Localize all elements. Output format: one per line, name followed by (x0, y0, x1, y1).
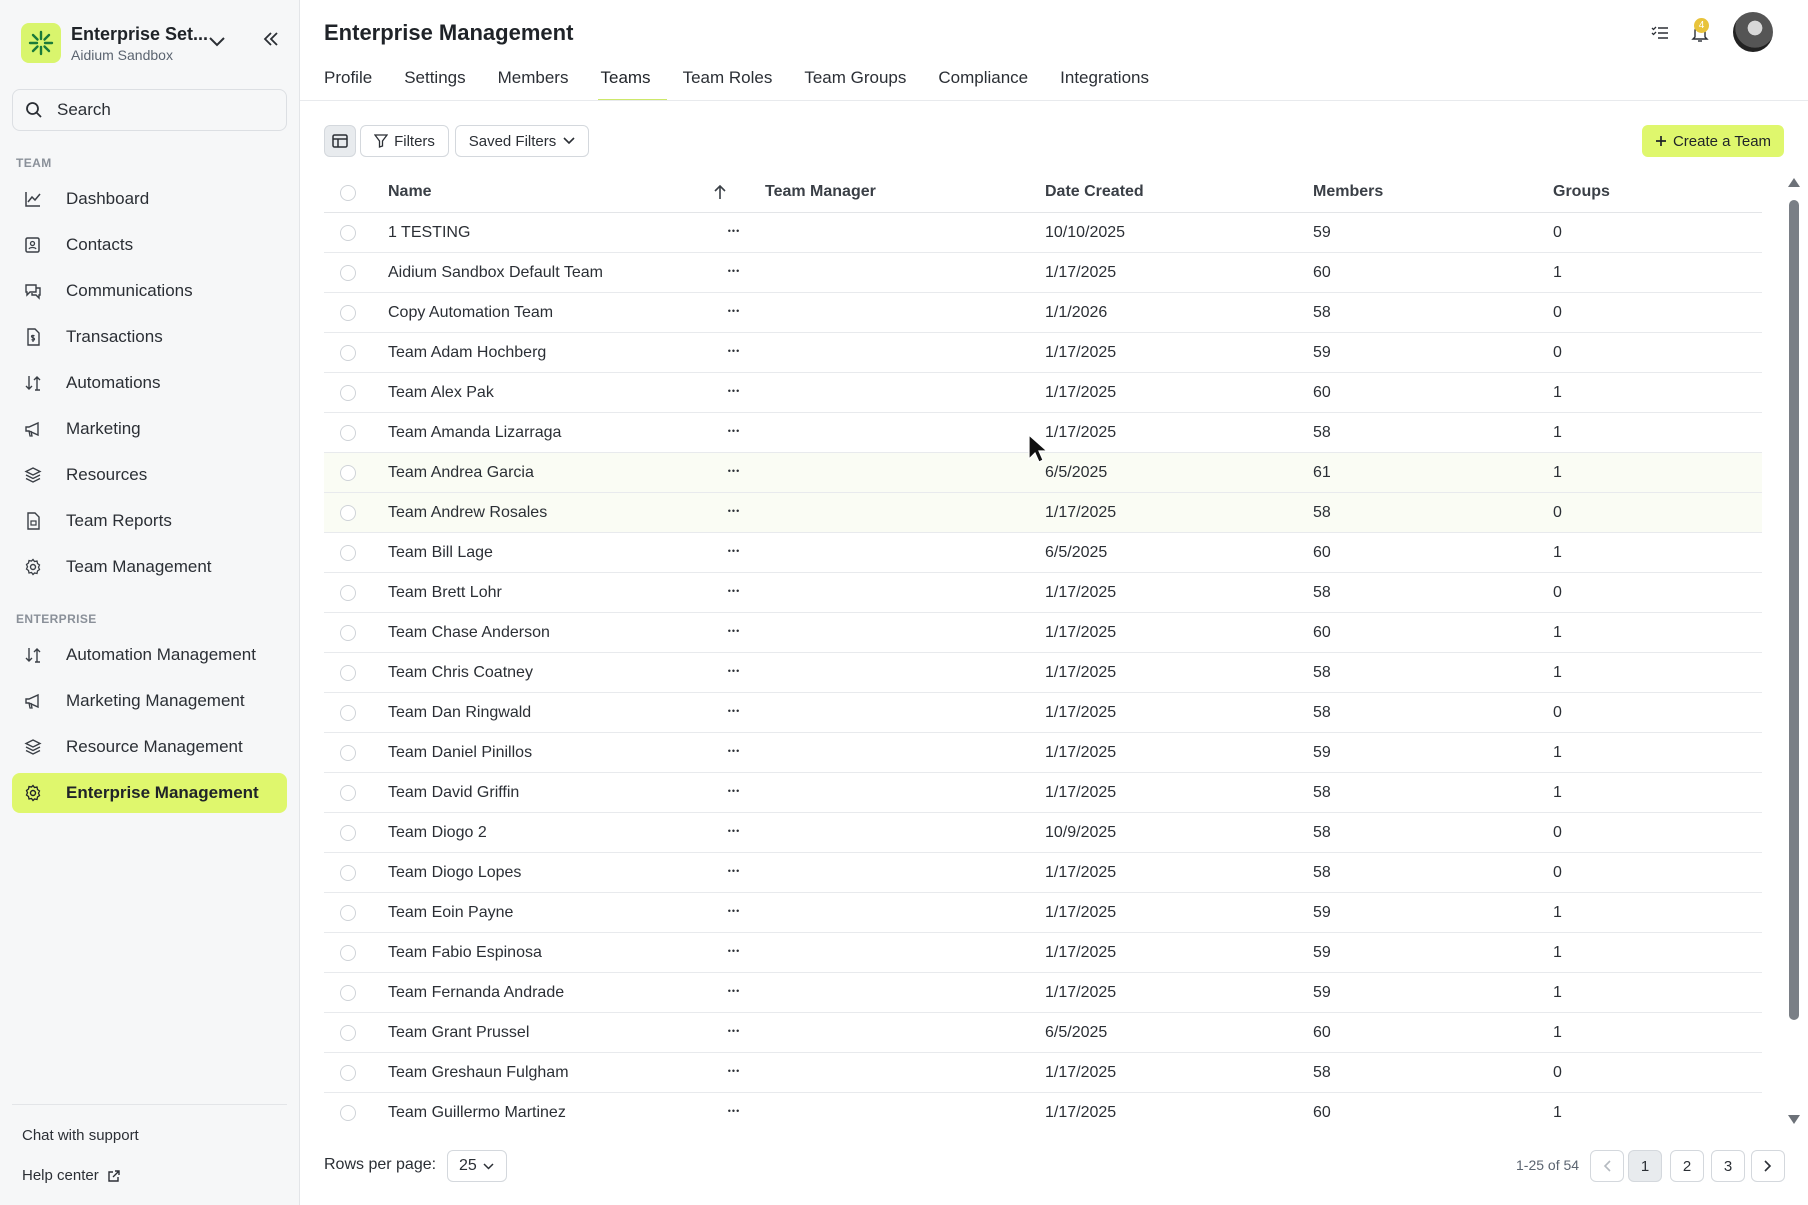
search-placeholder: Search (57, 100, 111, 119)
row-actions-icon[interactable]: ••• (727, 706, 741, 716)
row-checkbox[interactable] (340, 505, 356, 521)
chevron-left-icon (1603, 1160, 1611, 1172)
members-cell: 61 (1313, 464, 1331, 481)
table-row[interactable] (324, 293, 1762, 333)
chart-line-icon (22, 188, 44, 210)
mouse-pointer-icon (1028, 434, 1048, 469)
table-scrollbar[interactable] (1786, 178, 1802, 1124)
table-row[interactable] (324, 373, 1762, 413)
next-page-button[interactable] (1751, 1150, 1785, 1182)
row-checkbox[interactable] (340, 585, 356, 601)
team-name-cell[interactable]: Team Grant Prussel (388, 1024, 530, 1041)
section-label-team: TEAM (16, 156, 52, 170)
members-cell: 58 (1313, 584, 1331, 601)
sidebar-item-label: Team Management (66, 557, 212, 576)
search-icon (25, 101, 43, 119)
table-row[interactable] (324, 1093, 1762, 1125)
column-header-groups[interactable]: Groups (1553, 183, 1610, 200)
filters-button[interactable] (360, 125, 449, 157)
members-cell: 58 (1313, 864, 1331, 881)
members-cell: 60 (1313, 1104, 1331, 1121)
row-actions-icon[interactable]: ••• (727, 946, 741, 956)
members-cell: 58 (1313, 1064, 1331, 1081)
column-header-name[interactable]: Name (388, 183, 432, 200)
table-row[interactable] (324, 1013, 1762, 1053)
row-checkbox[interactable] (340, 785, 356, 801)
row-checkbox[interactable] (340, 665, 356, 681)
groups-cell: 0 (1553, 304, 1562, 321)
table-row[interactable] (324, 333, 1762, 373)
section-label-enterprise: ENTERPRISE (16, 612, 97, 626)
members-cell: 60 (1313, 384, 1331, 401)
chat-support-link[interactable] (22, 1127, 139, 1144)
row-checkbox[interactable] (340, 1025, 356, 1041)
sidebar-item-resources[interactable] (12, 455, 287, 495)
tabs-divider (300, 100, 1808, 101)
chevron-down-icon (563, 137, 575, 145)
sort-arrows-icon (22, 372, 44, 394)
avatar[interactable] (1733, 12, 1773, 52)
row-checkbox[interactable] (340, 825, 356, 841)
date-created-cell: 1/17/2025 (1045, 1104, 1117, 1121)
date-created-cell: 1/17/2025 (1045, 584, 1117, 601)
sort-ascending-icon[interactable] (713, 184, 727, 205)
members-cell: 58 (1313, 784, 1331, 801)
team-name-cell[interactable]: Team Diogo Lopes (388, 864, 522, 881)
layers-icon (22, 736, 44, 758)
sidebar-item-label: Marketing (66, 419, 141, 438)
team-name-cell[interactable]: Team Dan Ringwald (388, 704, 532, 721)
report-icon (22, 510, 44, 532)
task-list-icon[interactable] (1646, 19, 1674, 47)
external-link-icon (107, 1169, 121, 1183)
sidebar-item-transactions[interactable] (12, 317, 287, 357)
org-switcher[interactable] (21, 18, 291, 68)
column-header-team-manager[interactable]: Team Manager (765, 183, 876, 200)
tab-integrations[interactable]: Integrations (1060, 68, 1149, 87)
table-row[interactable] (324, 973, 1762, 1013)
row-actions-icon[interactable]: ••• (727, 226, 741, 236)
org-sub: Aidium Sandbox (71, 46, 173, 63)
team-name-cell[interactable]: Aidium Sandbox Default Team (388, 264, 603, 281)
table-icon (332, 134, 348, 148)
previous-page-button[interactable] (1590, 1150, 1624, 1182)
scroll-thumb[interactable] (1789, 200, 1799, 1020)
layers-icon (22, 464, 44, 486)
tab-team-roles[interactable]: Team Roles (682, 68, 773, 87)
tab-members[interactable]: Members (497, 68, 569, 87)
saved-filters-button[interactable] (455, 125, 589, 157)
groups-cell: 0 (1553, 1064, 1562, 1081)
sidebar-item-label: Contacts (66, 235, 134, 254)
team-name-cell[interactable]: Team Amanda Lizarraga (388, 424, 562, 441)
row-actions-icon[interactable]: ••• (727, 746, 741, 756)
date-created-cell: 6/5/2025 (1045, 1024, 1108, 1041)
sidebar-item-label: Transactions (66, 327, 163, 346)
team-name-cell[interactable]: Team Andrew Rosales (388, 504, 548, 521)
sidebar (0, 0, 300, 1205)
team-name-cell[interactable]: Copy Automation Team (388, 304, 554, 321)
members-cell: 59 (1313, 744, 1331, 761)
table-row[interactable] (324, 653, 1762, 693)
row-checkbox[interactable] (340, 985, 356, 1001)
row-checkbox[interactable] (340, 305, 356, 321)
groups-cell: 1 (1553, 384, 1562, 401)
row-checkbox[interactable] (340, 345, 356, 361)
groups-cell: 1 (1553, 424, 1562, 441)
table-row[interactable] (324, 893, 1762, 933)
table-row[interactable] (324, 253, 1762, 293)
pagination-range: 1-25 of 54 (1516, 1157, 1580, 1173)
row-actions-icon[interactable]: ••• (727, 626, 741, 636)
table-row[interactable] (324, 813, 1762, 853)
table-row[interactable] (324, 213, 1762, 253)
table-row[interactable] (324, 1053, 1762, 1093)
row-checkbox[interactable] (340, 465, 356, 481)
date-created-cell: 1/17/2025 (1045, 1064, 1117, 1081)
team-name-cell[interactable]: Team Chris Coatney (388, 664, 533, 681)
row-checkbox[interactable] (340, 865, 356, 881)
rows-per-page-label: Rows per page: (324, 1156, 437, 1173)
row-actions-icon[interactable]: ••• (727, 1066, 741, 1076)
date-created-cell: 1/17/2025 (1045, 344, 1117, 361)
row-checkbox[interactable] (340, 545, 356, 561)
scroll-up-arrow-icon[interactable] (1788, 178, 1800, 187)
date-created-cell: 1/17/2025 (1045, 664, 1117, 681)
team-name-cell[interactable]: Team Greshaun Fulgham (388, 1064, 569, 1081)
sidebar-item-label: Marketing Management (66, 691, 245, 710)
select-all-checkbox[interactable] (340, 185, 356, 201)
members-cell: 59 (1313, 984, 1331, 1001)
team-name-cell[interactable]: Team Fabio Espinosa (388, 944, 542, 961)
table-row[interactable] (324, 493, 1762, 533)
row-actions-icon[interactable]: ••• (727, 1026, 741, 1036)
members-cell: 58 (1313, 824, 1331, 841)
row-actions-icon[interactable]: ••• (727, 546, 741, 556)
groups-cell: 0 (1553, 824, 1562, 841)
teams-table (324, 173, 1762, 1125)
groups-cell: 1 (1553, 904, 1562, 921)
row-checkbox[interactable] (340, 905, 356, 921)
sidebar-item-label: Automation Management (66, 645, 256, 664)
row-actions-icon[interactable]: ••• (727, 866, 741, 876)
tab-compliance[interactable]: Compliance (938, 68, 1029, 87)
groups-cell: 1 (1553, 1024, 1562, 1041)
sidebar-item-team-management[interactable] (12, 547, 287, 587)
groups-cell: 1 (1553, 1104, 1562, 1121)
row-actions-icon[interactable]: ••• (727, 346, 741, 356)
row-checkbox[interactable] (340, 1065, 356, 1081)
row-checkbox[interactable] (340, 625, 356, 641)
sidebar-divider (12, 1104, 287, 1105)
table-header (324, 173, 1762, 213)
team-name-cell[interactable]: Team David Griffin (388, 784, 520, 801)
megaphone-icon (22, 690, 44, 712)
date-created-cell: 6/5/2025 (1045, 544, 1108, 561)
row-checkbox[interactable] (340, 425, 356, 441)
team-name-cell[interactable]: Team Adam Hochberg (388, 344, 547, 361)
date-created-cell: 1/17/2025 (1045, 744, 1117, 761)
date-created-cell: 1/17/2025 (1045, 904, 1117, 921)
column-header-members[interactable]: Members (1313, 183, 1384, 200)
row-checkbox[interactable] (340, 745, 356, 761)
sidebar-item-resource-management[interactable] (12, 727, 287, 767)
team-name-cell[interactable]: Team Diogo 2 (388, 824, 487, 841)
sidebar-item-communications[interactable] (12, 271, 287, 311)
column-header-date-created[interactable]: Date Created (1045, 183, 1144, 200)
members-cell: 60 (1313, 544, 1331, 561)
date-created-cell: 1/1/2026 (1045, 304, 1108, 321)
row-actions-icon[interactable]: ••• (727, 666, 741, 676)
collapse-sidebar-icon[interactable] (257, 25, 285, 53)
date-created-cell: 1/17/2025 (1045, 704, 1117, 721)
members-cell: 59 (1313, 344, 1331, 361)
sidebar-item-automation-management[interactable] (12, 635, 287, 675)
row-actions-icon[interactable]: ••• (727, 786, 741, 796)
row-checkbox[interactable] (340, 385, 356, 401)
groups-cell: 1 (1553, 744, 1562, 761)
chat-bubbles-icon (22, 280, 44, 302)
sort-arrows-icon (22, 644, 44, 666)
filters-label: Filters (394, 132, 435, 150)
rows-per-page-value: 25 (459, 1157, 477, 1174)
groups-cell: 0 (1553, 864, 1562, 881)
search-input[interactable] (12, 89, 287, 131)
date-created-cell: 1/17/2025 (1045, 944, 1117, 961)
date-created-cell: 1/17/2025 (1045, 384, 1117, 401)
date-created-cell: 1/17/2025 (1045, 264, 1117, 281)
groups-cell: 1 (1553, 664, 1562, 681)
filter-icon (374, 134, 388, 148)
sidebar-item-label: Dashboard (66, 189, 150, 208)
row-checkbox[interactable] (340, 265, 356, 281)
date-created-cell: 1/17/2025 (1045, 504, 1117, 521)
team-name-cell[interactable]: Team Fernanda Andrade (388, 984, 565, 1001)
tab-team-groups[interactable]: Team Groups (804, 68, 907, 87)
groups-cell: 0 (1553, 224, 1562, 241)
row-actions-icon[interactable]: ••• (727, 466, 741, 476)
date-created-cell: 6/5/2025 (1045, 464, 1108, 481)
groups-cell: 1 (1553, 944, 1562, 961)
sidebar-item-label: Enterprise Management (66, 783, 259, 802)
members-cell: 60 (1313, 1024, 1331, 1041)
table-row[interactable] (324, 933, 1762, 973)
tab-teams[interactable]: Teams (600, 62, 650, 100)
tab-profile[interactable]: Profile (324, 68, 373, 87)
members-cell: 58 (1313, 704, 1331, 721)
chevron-down-icon (483, 1163, 494, 1170)
table-row[interactable] (324, 853, 1762, 893)
team-name-cell[interactable]: Team Brett Lohr (388, 584, 502, 601)
date-created-cell: 1/17/2025 (1045, 784, 1117, 801)
row-actions-icon[interactable]: ••• (727, 586, 741, 596)
team-name-cell[interactable]: Team Chase Anderson (388, 624, 550, 641)
table-row[interactable] (324, 573, 1762, 613)
sidebar-item-dashboard[interactable] (12, 179, 287, 219)
team-name-cell[interactable]: Team Alex Pak (388, 384, 494, 401)
date-created-cell: 10/9/2025 (1045, 824, 1117, 841)
gear-icon (22, 556, 44, 578)
contact-card-icon (22, 234, 44, 256)
sidebar-item-label: Team Reports (66, 511, 172, 530)
row-actions-icon[interactable]: ••• (727, 266, 741, 276)
groups-cell: 0 (1553, 344, 1562, 361)
chevron-down-icon[interactable] (205, 30, 229, 54)
row-actions-icon[interactable]: ••• (727, 506, 741, 516)
plus-icon (1655, 135, 1667, 147)
sidebar-item-label: Automations (66, 373, 161, 392)
groups-cell: 0 (1553, 584, 1562, 601)
members-cell: 58 (1313, 504, 1331, 521)
document-dollar-icon (22, 326, 44, 348)
row-checkbox[interactable] (340, 945, 356, 961)
members-cell: 60 (1313, 624, 1331, 641)
notification-badge: 4 (1694, 18, 1709, 33)
members-cell: 58 (1313, 664, 1331, 681)
scroll-down-arrow-icon[interactable] (1788, 1115, 1800, 1124)
org-logo-icon (21, 23, 61, 63)
date-created-cell: 10/10/2025 (1045, 224, 1126, 241)
sidebar-item-marketing-management[interactable] (12, 681, 287, 721)
team-name-cell[interactable]: Team Daniel Pinillos (388, 744, 533, 761)
members-cell: 59 (1313, 904, 1331, 921)
table-row[interactable] (324, 533, 1762, 573)
date-created-cell: 1/17/2025 (1045, 864, 1117, 881)
date-created-cell: 1/17/2025 (1045, 424, 1117, 441)
date-created-cell: 1/17/2025 (1045, 984, 1117, 1001)
help-center-label: Help center (22, 1167, 99, 1184)
row-actions-icon[interactable]: ••• (727, 906, 741, 916)
table-row[interactable] (324, 613, 1762, 653)
help-center-link[interactable] (22, 1167, 121, 1184)
create-team-button[interactable] (1642, 125, 1784, 157)
row-actions-icon[interactable]: ••• (727, 386, 741, 396)
groups-cell: 0 (1553, 504, 1562, 521)
team-name-cell[interactable]: Team Bill Lage (388, 544, 493, 561)
megaphone-icon (22, 418, 44, 440)
groups-cell: 1 (1553, 784, 1562, 801)
date-created-cell: 1/17/2025 (1045, 624, 1117, 641)
table-row[interactable] (324, 773, 1762, 813)
chat-support-label: Chat with support (22, 1127, 139, 1144)
sidebar-item-label: Communications (66, 281, 193, 300)
members-cell: 58 (1313, 424, 1331, 441)
page-button-1[interactable]: 1 (1628, 1150, 1662, 1182)
groups-cell: 0 (1553, 704, 1562, 721)
groups-cell: 1 (1553, 984, 1562, 1001)
sidebar-item-team-reports[interactable] (12, 501, 287, 541)
page-button-3[interactable]: 3 (1711, 1150, 1745, 1182)
sidebar-item-enterprise-management[interactable] (12, 773, 287, 813)
saved-filters-label: Saved Filters (468, 132, 557, 150)
sidebar-item-label: Resources (66, 465, 148, 484)
sidebar-item-label: Resource Management (66, 737, 243, 756)
row-checkbox[interactable] (340, 705, 356, 721)
team-name-cell[interactable]: Team Andrea Garcia (388, 464, 534, 481)
row-actions-icon[interactable]: ••• (727, 1106, 741, 1116)
page-title: Enterprise Management (324, 20, 574, 45)
members-cell: 58 (1313, 304, 1331, 321)
team-name-cell[interactable]: 1 TESTING (388, 224, 471, 241)
sidebar-item-marketing[interactable] (12, 409, 287, 449)
row-actions-icon[interactable]: ••• (727, 426, 741, 436)
groups-cell: 1 (1553, 464, 1562, 481)
table-row[interactable] (324, 733, 1762, 773)
chevron-right-icon (1764, 1160, 1772, 1172)
create-team-label: Create a Team (1672, 132, 1772, 150)
gear-icon (22, 782, 44, 804)
row-actions-icon[interactable]: ••• (727, 306, 741, 316)
team-name-cell[interactable]: Team Eoin Payne (388, 904, 514, 921)
groups-cell: 1 (1553, 544, 1562, 561)
table-row[interactable] (324, 693, 1762, 733)
groups-cell: 1 (1553, 624, 1562, 641)
members-cell: 59 (1313, 224, 1331, 241)
groups-cell: 1 (1553, 264, 1562, 281)
page-button-2[interactable]: 2 (1670, 1150, 1704, 1182)
row-actions-icon[interactable]: ••• (727, 826, 741, 836)
tabs (324, 62, 1181, 100)
rows-per-page-select[interactable] (447, 1150, 507, 1182)
members-cell: 59 (1313, 944, 1331, 961)
members-cell: 60 (1313, 264, 1331, 281)
row-checkbox[interactable] (340, 1105, 356, 1121)
tab-settings[interactable]: Settings (404, 68, 466, 87)
org-name: Enterprise Set... (71, 23, 209, 44)
team-name-cell[interactable]: Team Guillermo Martinez (388, 1104, 566, 1121)
row-checkbox[interactable] (340, 225, 356, 241)
sidebar-item-contacts[interactable] (12, 225, 287, 265)
row-actions-icon[interactable]: ••• (727, 986, 741, 996)
table-view-button[interactable] (324, 125, 356, 157)
sidebar-item-automations[interactable] (12, 363, 287, 403)
